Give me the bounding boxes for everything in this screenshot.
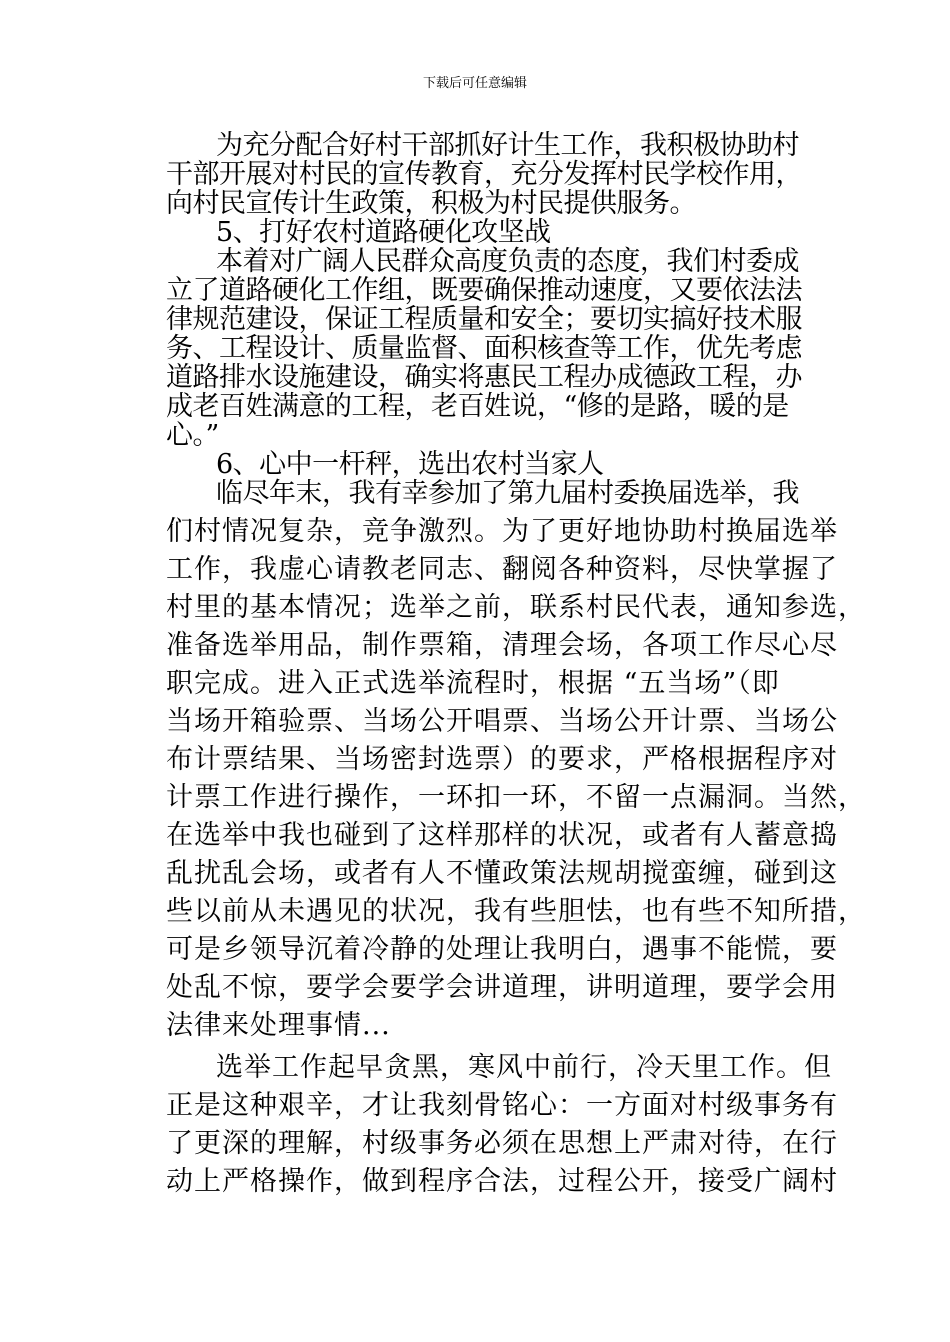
text-line: 村里的基本情况；选举之前，联系村民代表，通知参选，	[166, 592, 866, 623]
text-line: 心。”	[166, 420, 219, 451]
text-line: 律规范建设，保证工程质量和安全；要切实搞好技术服	[166, 304, 802, 335]
text-line: 可是乡领导沉着冷静的处理让我明白，遇事不能慌，要	[166, 934, 838, 965]
text-line: 临尽年末，我有幸参加了第九届村委换届选举，我	[216, 478, 799, 509]
text-line: 了更深的理解，村级事务必须在思想上严肃对待，在行	[166, 1128, 838, 1159]
section-heading: 5、打好农村道路硬化攻坚战	[216, 217, 551, 248]
text-line: 立了道路硬化工作组，既要确保推动速度，又要依法法	[166, 275, 802, 306]
text-line: 本着对广阔人民群众高度负责的态度，我们村委成	[216, 246, 799, 277]
text-line: 工作，我虚心请教老同志、翻阅各种资料，尽快掌握了	[166, 554, 838, 585]
text-line: 处乱不惊，要学会要学会讲道理，讲明道理，要学会用	[166, 972, 838, 1003]
text-line: 们村情况复杂，竞争激烈。为了更好地协助村换届选举	[166, 516, 838, 547]
text-line: 选举工作起早贪黑，寒风中前行，冷天里工作。但	[216, 1052, 832, 1083]
text-line: 正是这种艰辛，才让我刻骨铭心：一方面对村级事务有	[166, 1090, 838, 1121]
text-line: 法律来处理事情...	[166, 1010, 391, 1041]
text-line: 在选举中我也碰到了这样那样的状况，或者有人蓄意捣	[166, 820, 838, 851]
text-line: 成老百姓满意的工程，老百姓说，“修的是路，暖的是	[166, 391, 789, 422]
text-line: 计票工作进行操作，一环扣一环，不留一点漏洞。当然，	[166, 782, 866, 813]
text-line: 干部开展对村民的宣传教育，充分发挥村民学校作用，	[166, 159, 802, 190]
text-line: 当场开箱验票、当场公开唱票、当场公开计票、当场公	[166, 706, 838, 737]
text-line: 些以前从未遇见的状况，我有些胆怯，也有些不知所措，	[166, 896, 866, 927]
text-line: 务、工程设计、质量监督、面积核查等工作，优先考虑	[166, 333, 802, 364]
text-line: 为充分配合好村干部抓好计生工作，我积极协助村	[216, 130, 799, 161]
page-header: 下载后可任意编辑	[422, 76, 527, 91]
text-line: 准备选举用品，制作票箱，清理会场，各项工作尽心尽	[166, 630, 838, 661]
text-line: 道路排水设施建设，确实将惠民工程办成德政工程，办	[166, 362, 802, 393]
section-heading: 6、心中一杆秤，选出农村当家人	[216, 449, 604, 480]
text-line: 职完成。进入正式选举流程时，根据 “五当场”（即	[166, 668, 780, 699]
text-line: 动上严格操作，做到程序合法，过程公开，接受广阔村	[166, 1166, 838, 1197]
text-line: 布计票结果、当场密封选票）的要求，严格根据程序对	[166, 744, 838, 775]
text-line: 乱扰乱会场，或者有人不懂政策法规胡搅蛮缠，碰到这	[166, 858, 838, 889]
text-line: 向村民宣传计生政策，积极为村民提供服务。	[166, 188, 696, 219]
